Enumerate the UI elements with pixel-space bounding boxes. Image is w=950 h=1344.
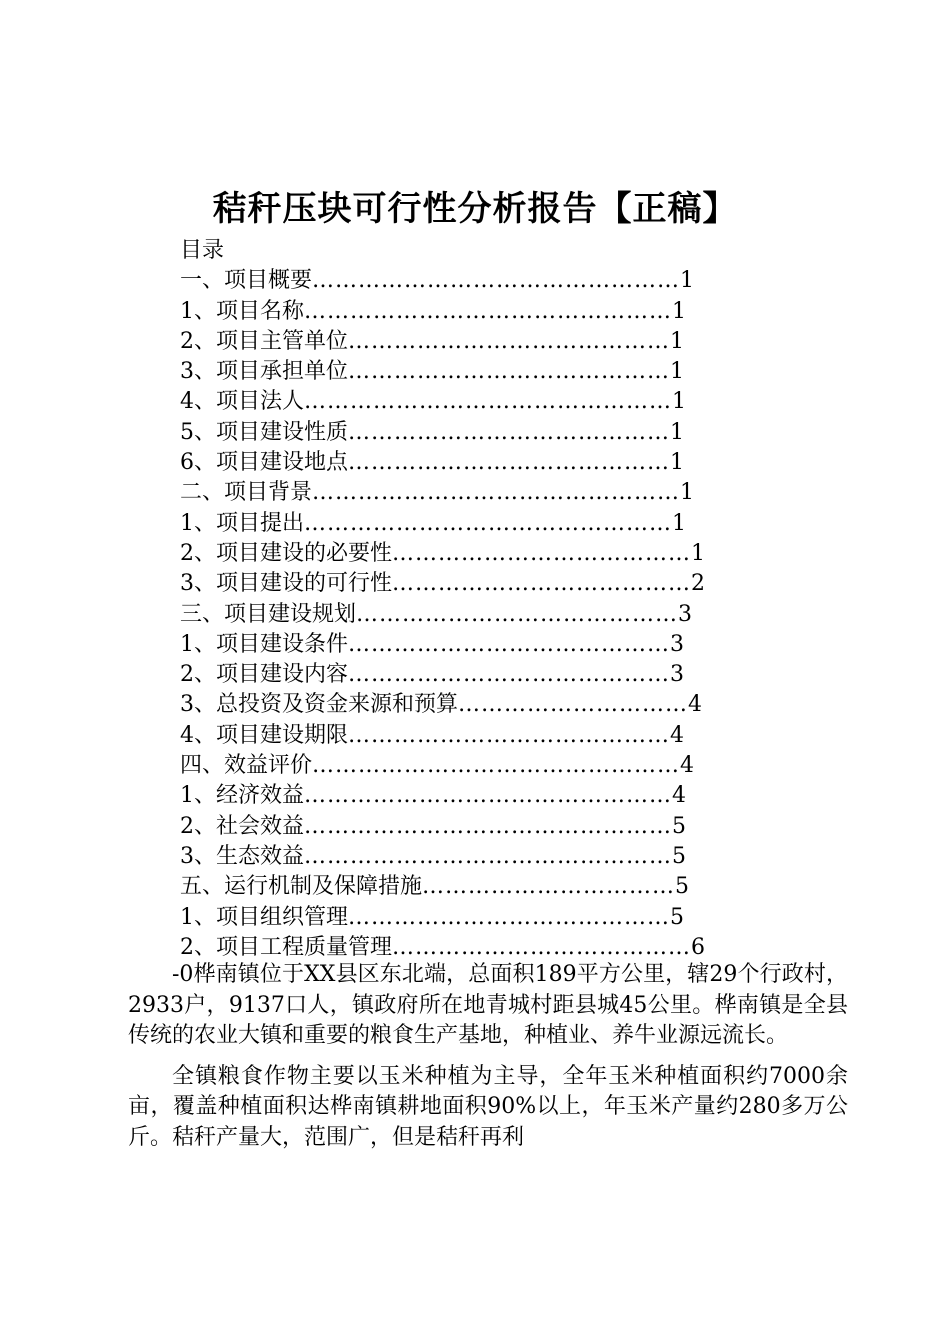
toc-entry[interactable] xyxy=(180,630,750,660)
toc-entry-title: 3、项目承担单位 xyxy=(180,359,348,385)
toc-entry[interactable] xyxy=(180,357,750,387)
toc-entry[interactable] xyxy=(180,448,750,478)
toc-entry-leader: ………………………………………… xyxy=(304,510,672,536)
toc-entry-leader: ………………………………………… xyxy=(304,813,672,839)
toc-entry-title: 3、总投资及资金来源和预算 xyxy=(180,692,458,718)
paragraph: 全镇粮食作物主要以玉米种植为主导，全年玉米种植面积约7000余亩，覆盖种植面积达桦南镇耕地面积90%以上，年玉米产量约280多万公斤。秸秆产量大，范围广，但是秸秆再利 xyxy=(128,1063,848,1150)
toc-entry-leader: ………………………………… xyxy=(392,571,691,597)
toc-entry[interactable] xyxy=(180,266,750,296)
toc-entry[interactable] xyxy=(180,903,750,933)
document-title: 秸秆压块可行性分析报告【正稿】 xyxy=(212,189,738,229)
toc-entry-page-number: 1 xyxy=(670,450,684,476)
toc-entry-page-number: 1 xyxy=(691,540,705,566)
toc-entry-title: 二、项目背景 xyxy=(180,480,313,506)
toc-entry-title: 2、项目建设的必要性 xyxy=(180,540,392,566)
toc-entry-leader: ………………………………………… xyxy=(304,783,672,809)
toc-entry-page-number: 3 xyxy=(678,601,693,627)
toc-entry-title: 2、社会效益 xyxy=(180,813,304,839)
toc-entry[interactable] xyxy=(180,478,750,508)
toc-entry-page-number: 1 xyxy=(680,268,695,294)
toc-entry-leader: ………………………… xyxy=(458,692,688,718)
toc-entry-page-number: 3 xyxy=(670,631,684,657)
toc-entry-page-number: 1 xyxy=(680,480,695,506)
toc-entry[interactable] xyxy=(180,842,750,872)
toc-entry-title: 1、项目组织管理 xyxy=(180,904,348,930)
toc-entry-leader: ………………………………… xyxy=(392,540,691,566)
toc-entry-leader: ………………………………………… xyxy=(312,480,681,506)
toc-entry[interactable] xyxy=(180,509,750,539)
toc-entry-title: 4、项目法人 xyxy=(180,389,304,415)
toc-entry-page-number: 1 xyxy=(670,419,684,445)
toc-entry-title: 五、运行机制及保障措施 xyxy=(180,874,423,900)
toc-entry[interactable] xyxy=(180,418,750,448)
toc-entry-title: 5、项目建设性质 xyxy=(180,419,348,445)
toc-entry-leader: …………………………… xyxy=(422,874,676,900)
toc-entry-page-number: 4 xyxy=(672,783,686,809)
toc-entry[interactable] xyxy=(180,600,750,630)
toc-entry-leader: …………………………………… xyxy=(348,328,670,354)
toc-entry-title: 3、项目建设的可行性 xyxy=(180,571,392,597)
toc-entry-title: 2、项目建设内容 xyxy=(180,662,348,688)
toc-entry-title: 1、项目建设条件 xyxy=(180,631,348,657)
toc-entry-page-number: 1 xyxy=(672,298,686,324)
toc-entry[interactable] xyxy=(180,751,750,781)
toc-entry-leader: …………………………………… xyxy=(348,419,670,445)
toc-list xyxy=(180,266,750,963)
toc-entry-page-number: 1 xyxy=(670,359,684,385)
toc-entry-leader: ………………………………………… xyxy=(304,843,672,869)
toc-entry-leader: …………………………………… xyxy=(348,722,670,748)
toc-entry-page-number: 3 xyxy=(670,662,684,688)
toc-entry-leader: …………………………………… xyxy=(348,662,670,688)
toc-entry-leader: ………………………………………… xyxy=(312,753,681,779)
toc-entry-page-number: 5 xyxy=(672,843,686,869)
toc-entry-leader: …………………………………… xyxy=(348,904,670,930)
toc-entry-page-number: 1 xyxy=(672,389,686,415)
toc-entry-title: 三、项目建设规划 xyxy=(180,601,357,627)
toc-entry-leader: …………………………………… xyxy=(348,631,670,657)
toc-entry-leader: ………………………………………… xyxy=(304,389,672,415)
toc-entry[interactable] xyxy=(180,872,750,902)
table-of-contents xyxy=(180,236,750,963)
toc-entry-title: 2、项目主管单位 xyxy=(180,328,348,354)
toc-entry[interactable] xyxy=(180,569,750,599)
toc-entry-page-number: 5 xyxy=(670,904,684,930)
toc-entry-page-number: 2 xyxy=(691,571,705,597)
toc-entry-title: 四、效益评价 xyxy=(180,753,313,779)
toc-entry-leader: …………………………………… xyxy=(348,359,670,385)
toc-entry[interactable] xyxy=(180,327,750,357)
toc-entry[interactable] xyxy=(180,812,750,842)
toc-entry-title: 1、项目提出 xyxy=(180,510,304,536)
toc-entry-page-number: 6 xyxy=(691,934,705,960)
toc-entry[interactable] xyxy=(180,297,750,327)
toc-entry[interactable] xyxy=(180,781,750,811)
toc-entry[interactable] xyxy=(180,539,750,569)
toc-entry-title: 1、经济效益 xyxy=(180,783,304,809)
toc-entry-leader: …………………………………… xyxy=(348,450,670,476)
toc-entry-title: 6、项目建设地点 xyxy=(180,450,348,476)
toc-entry-title: 4、项目建设期限 xyxy=(180,722,348,748)
toc-entry-leader: ………………………………………… xyxy=(304,298,672,324)
toc-entry-page-number: 4 xyxy=(688,692,702,718)
toc-entry[interactable] xyxy=(180,933,750,963)
toc-entry-page-number: 4 xyxy=(680,753,695,779)
toc-entry-page-number: 5 xyxy=(675,874,690,900)
toc-entry-title: 3、生态效益 xyxy=(180,843,304,869)
toc-entry-leader: ………………………………… xyxy=(392,934,691,960)
body-text xyxy=(128,960,848,1153)
toc-entry-title: 2、项目工程质量管理 xyxy=(180,934,392,960)
toc-entry-title: 1、项目名称 xyxy=(180,298,304,324)
toc-entry[interactable] xyxy=(180,660,750,690)
toc-entry-page-number: 1 xyxy=(672,510,686,536)
toc-heading: 目录 xyxy=(180,238,225,263)
toc-entry-leader: ………………………………………… xyxy=(312,268,681,294)
toc-entry[interactable] xyxy=(180,690,750,720)
toc-entry-page-number: 5 xyxy=(672,813,686,839)
toc-entry[interactable] xyxy=(180,721,750,751)
toc-entry-leader: …………………………………… xyxy=(356,601,679,627)
toc-entry-title: 一、项目概要 xyxy=(180,268,313,294)
toc-entry-page-number: 1 xyxy=(670,328,684,354)
toc-entry[interactable] xyxy=(180,387,750,417)
paragraph: -0桦南镇位于XX县区东北端，总面积189平方公里，辖29个行政村，2933户，9137口人，镇政府所在地青城村距县城45公里。桦南镇是全县传统的农业大镇和重要的粮食生产基地，种植业、养牛业源远流长。 xyxy=(128,962,848,1048)
toc-entry-page-number: 4 xyxy=(670,722,684,748)
